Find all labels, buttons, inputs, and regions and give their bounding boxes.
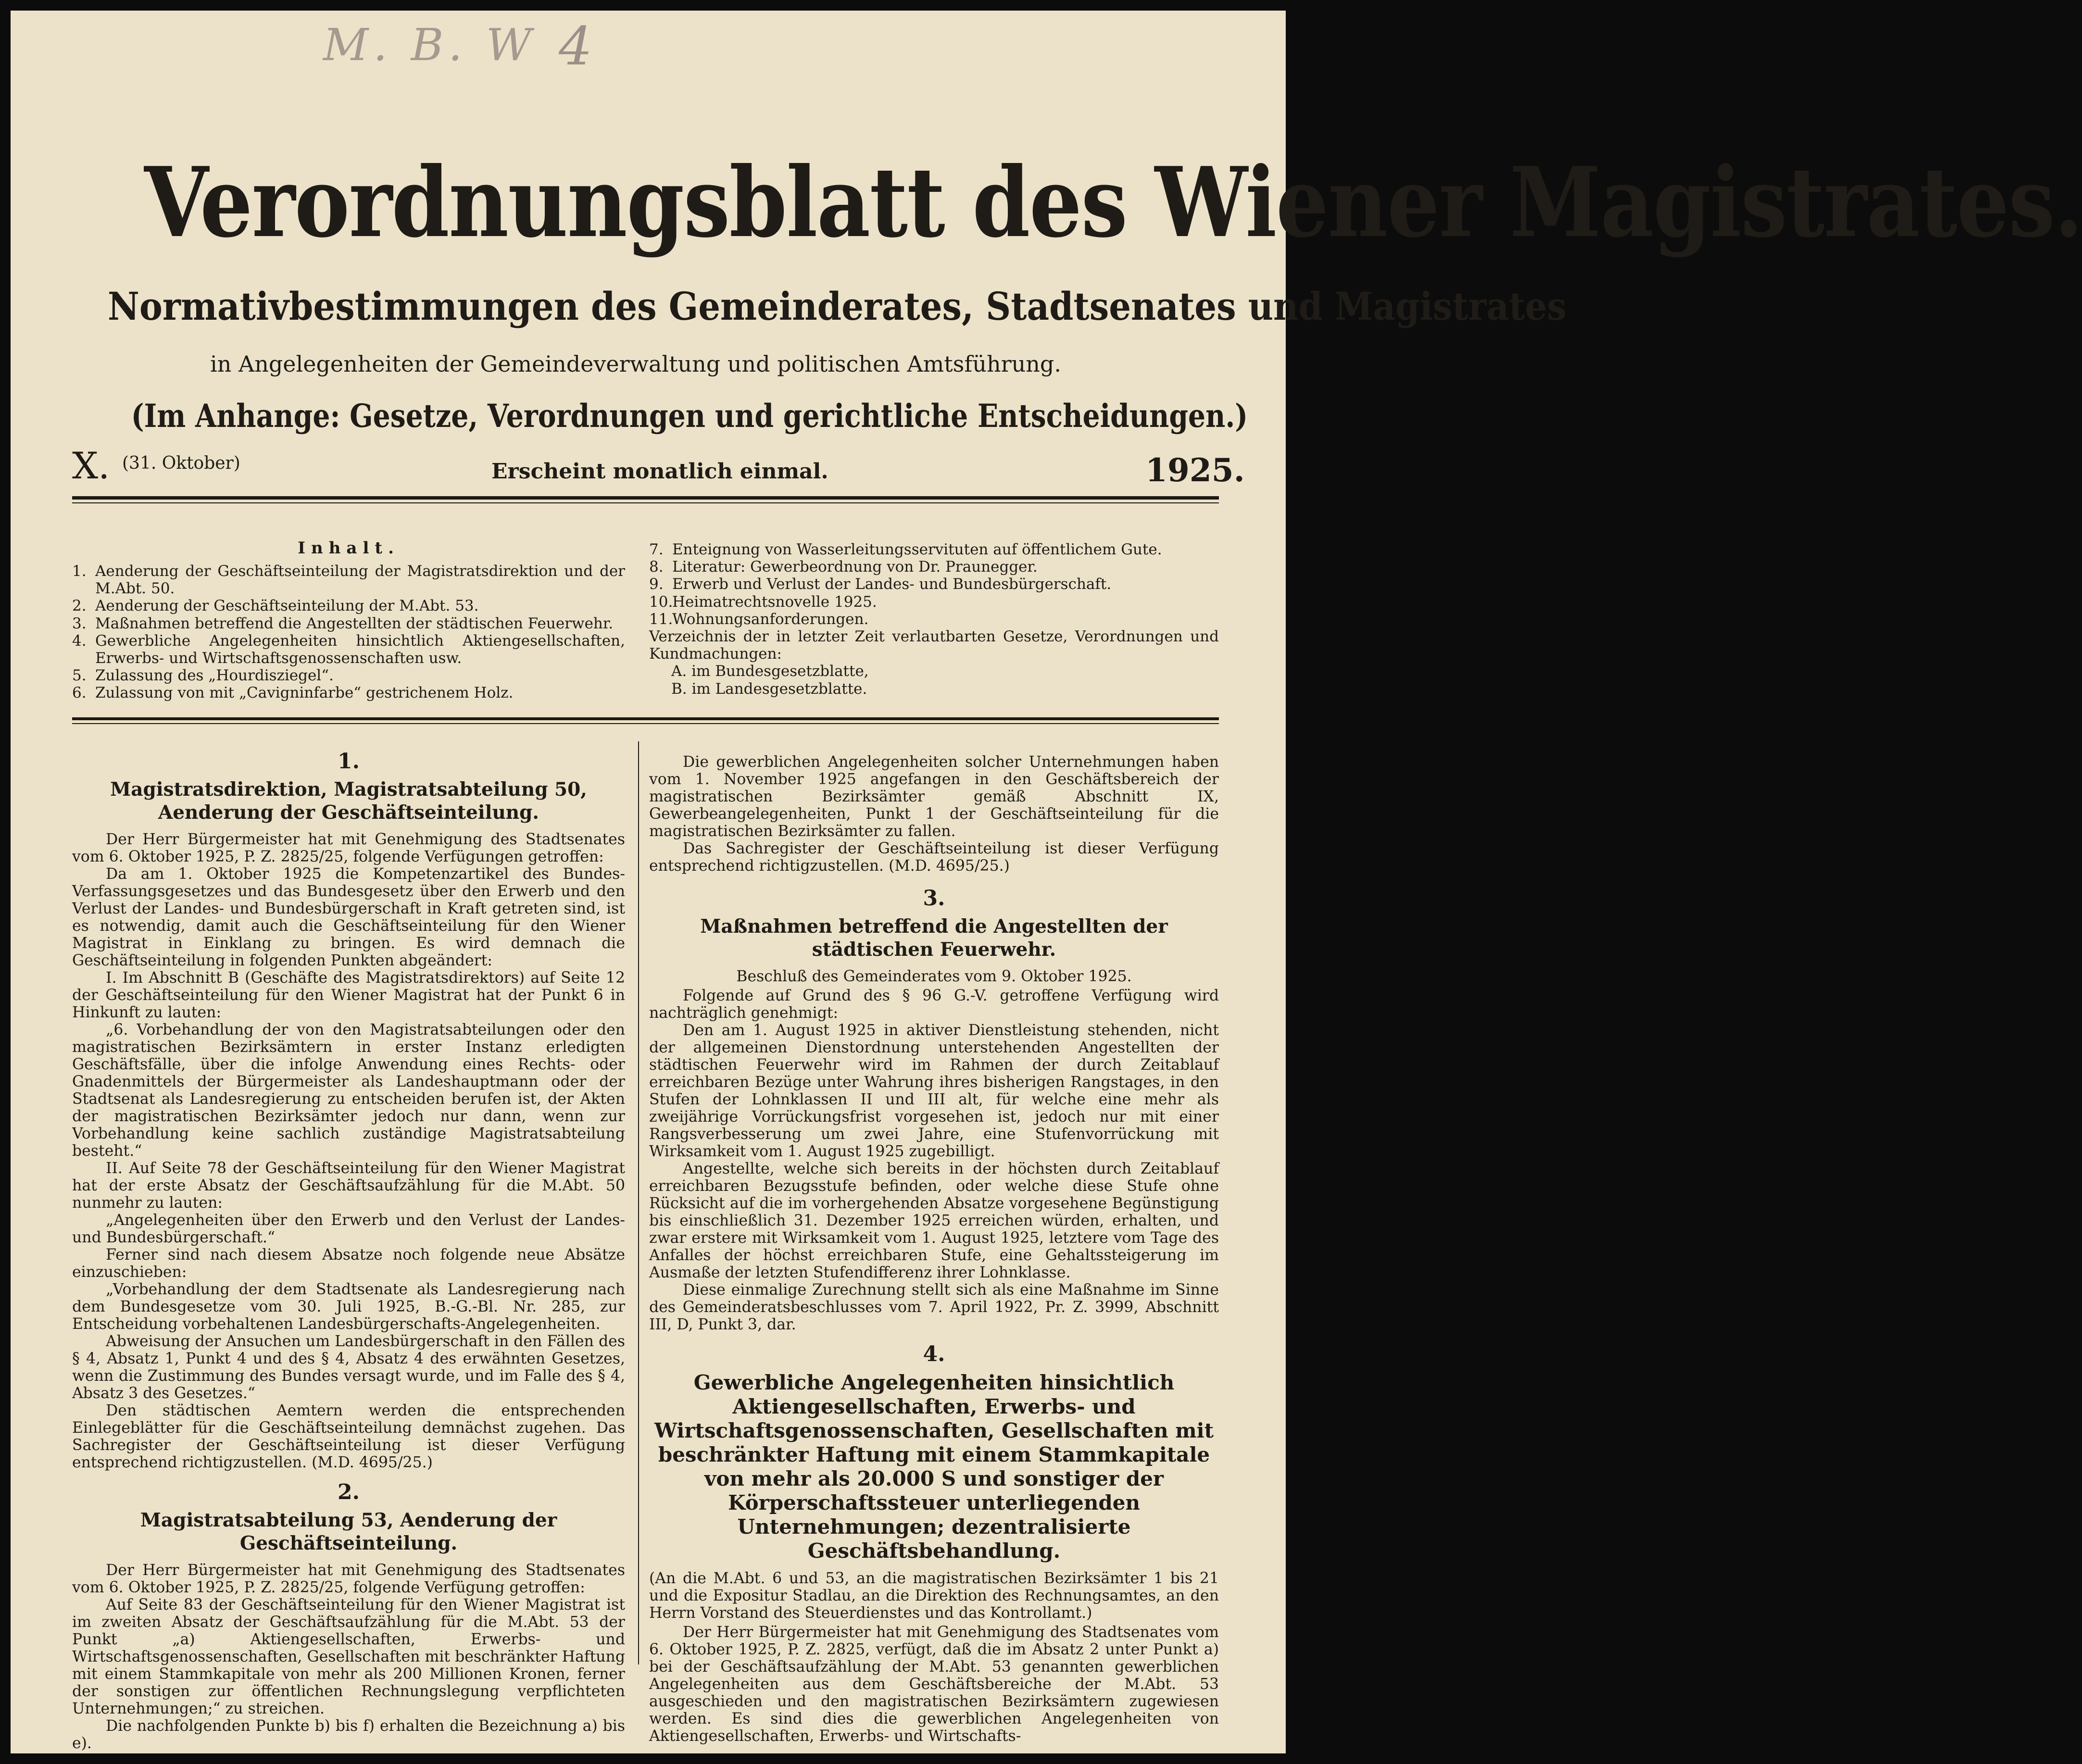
section-2-paragraph: Die gewerblichen Angelegenheiten solcher Unternehmungen haben vom 1. November 1925 angefangen in den Geschäftsbereich der magistratischen Bezirksämter gemäß Abschnitt IX, Gewerbeangelegenheiten, Punkt 1 der Geschäftseinteilung für die magistratischen Bezirksämter zu fallen. [649,753,1219,840]
section-2-heading: Magistratsabteilung 53, Aenderung der Geschäftseinteilung. [140,1509,557,1554]
contents-item [649,558,1219,575]
contents-item-num: 11. [649,610,673,628]
section-3-heading: Maßnahmen betreffend die Angestellten der städtischen Feuerwehr. [700,915,1168,961]
section-3-paragraph: Folgende auf Grund des § 96 G.-V. getroffene Verfügung wird nachträglich genehmigt: [649,987,1219,1022]
section-1-paragraph: I. Im Abschnitt B (Geschäfte des Magistratsdirektors) auf Seite 12 der Geschäftseinteilung für den Wiener Magistrat hat der Punkt 6 in Hinkunft zu lauten: [72,969,625,1021]
issue-number: X. [72,444,110,487]
contents-item-text: Enteignung von Wasserleitungsservituten auf öffentlichem Gute. [672,541,1162,558]
section-4-heading: Gewerbliche Angelegenheiten hinsichtlich Aktiengesellschaften, Erwerbs- und Wirtschaftsgenossenschaften, Gesellschaften mit beschränkter Haftung mit einem Stammkapitale von mehr als 20.000 S und sonstiger der Körperschaftssteuer unterliegenden Unternehmungen; dezentralisierte Geschäftsbehandlung. [654,1371,1214,1563]
contents-item-num: 2. [72,597,87,615]
masthead-subtitle: Normativbestimmungen des Gemeinderates, Stadtsenates und Magistrates [108,284,1567,329]
masthead-rule-thick [72,496,1219,500]
contents-item-text: Literatur: Gewerbeordnung von Dr. Praunegger. [672,558,1038,576]
contents-heading: Inhalt. [298,538,400,558]
masthead-subtitle-3: (Im Anhange: Gesetze, Verordnungen und gerichtliche Entscheidungen.) [131,397,1248,435]
section-3-number: 3. [923,886,945,911]
section-3-paragraph: Angestellte, welche sich bereits in der höchsten durch Zeitablauf erreichbaren Bezugsstufe befinden, oder welche diese Stufe ohne Rücksicht auf die im vorhergehenden Absatze vorgesehene Begünstigung bis einschließlich 31. Dezember 1925 erreichen würden, erhalten, und zwar erstere mit Wirksamkeit vom 1. August 1925, letztere vom Tage des Anfalles der höchst erreichbaren Stufe, eine Gehaltssteigerung im Ausmaße der letzten Stufendifferenz ihrer Lohnklasse. [649,1160,1219,1281]
section-2-paragraph: Auf Seite 83 der Geschäftseinteilung für den Wiener Magistrat ist im zweiten Absatz der Geschäftsaufzählung für die M.Abt. 53 der Punkt „a) Aktiengesellschaften, Erwerbs- und Wirtschaftsgenossenschaften, Gesellschaften mit beschränkter Haftung mit einem Stammkapitale von mehr als 200 Millionen Kronen, ferner der sonstigen zur öffentlichen Rechnungslegung verpflichteten Unternehmungen;“ zu streichen. [72,1596,625,1717]
contents-item-text: Heimatrechtsnovelle 1925. [672,593,877,611]
contents-item [72,597,625,614]
section-3-paragraph: Diese einmalige Zurechnung stellt sich als eine Maßnahme im Sinne des Gemeinderatsbeschlusses vom 7. April 1922, Pr. Z. 3999, Abschnitt III, D, Punkt 3, dar. [649,1281,1219,1333]
issue-frequency: Erscheint monatlich einmal. [491,459,828,484]
contents-register-a: A. im Bundesgesetzblatte, [671,663,869,680]
contents-item-text: Maßnahmen betreffend die Angestellten der städtischen Feuerwehr. [95,614,614,632]
contents-rule-thick [72,717,1219,720]
contents-item [72,667,625,684]
contents-item-num: 7. [649,541,664,558]
section-1-paragraph: II. Auf Seite 78 der Geschäftseinteilung für den Wiener Magistrat hat der erste Absatz der Geschäftsaufzählung für die M.Abt. 50 nunmehr zu lauten: [72,1160,625,1212]
section-1-paragraph: Der Herr Bürgermeister hat mit Genehmigung des Stadtsenates vom 6. Oktober 1925, P. Z. 2825/25, folgende Verfügungen getroffen: [72,831,625,865]
section-4-paragraph: Der Herr Bürgermeister hat mit Genehmigung des Stadtsenates vom 6. Oktober 1925, P. Z. 2825, verfügt, daß die im Absatz 2 unter Punkt a) bei der Geschäftsaufzählung der M.Abt. 53 genannten gewerblichen Angelegenheiten aus dem Geschäftsbereiche der M.Abt. 53 ausgeschieden und den magistratischen Bezirksämtern zugewiesen werden. Es sind dies die gewerblichen Angelegenheiten von Aktiengesellschaften, Erwerbs- und Wirtschafts- [649,1624,1219,1745]
section-3-paragraph: Den am 1. August 1925 in aktiver Dienstleistung stehenden, nicht der allgemeinen Dienstordnung unterstehenden Angestellten der städtischen Feuerwehr wird im Rahmen der durch Zeitablauf erreichbaren Bezüge unter Wahrung ihres bisherigen Rangstages, in den Stufen der Lohnklassen II und III alt, für welche eine mehr als zweijährige Vorrückungsfrist vorgesehen ist, jedoch nur mit einer Rangsverbesserung um zwei Jahre, eine Stufenvorrückung mit Wirksamkeit vom 1. August 1925 zugebilligt. [649,1022,1219,1160]
contents-left [72,563,625,702]
contents-item-text: Zulassung des „Hourdisziegel“. [95,667,334,685]
section-4-number: 4. [923,1342,945,1366]
contents-rule-thin [72,723,1219,724]
section-1-quote: „Vorbehandlung der dem Stadtsenate als Landesregierung nach dem Bundesgesetze vom 30. Juli 1925, B.-G.-Bl. Nr. 285, zur Entscheidung vorbehaltenen Landesbürgerschafts-Angelegenheiten. [72,1281,625,1333]
section-2-paragraph: Das Sachregister der Geschäftseinteilung ist dieser Verfügung entsprechend richtigzustellen. (M.D. 4695/25.) [649,840,1219,875]
contents-item [72,615,625,632]
contents-item [72,563,625,597]
masthead-title: Verordnungsblatt des Wiener Magistrates. [144,146,2082,259]
contents-item-text: Gewerbliche Angelegenheiten hinsichtlich Aktiengesellschaften, Erwerbs- und Wirtschaftsgenossenschaften usw. [95,632,625,667]
section-2-number: 2. [338,1480,360,1504]
section-1-paragraph: Da am 1. Oktober 1925 die Kompetenzartikel des Bundes-Verfassungsgesetzes und das Bundesgesetz über den Erwerb und den Verlust der Landes- und Bundesbürgerschaft in Kraft getreten sind, ist es notwendig, damit auch die Geschäftseinteilung für den Wiener Magistrat in Einklang zu bringen. Es wird demnach die Geschäftseinteilung in folgenden Punkten abgeändert: [72,865,625,969]
right-column [649,753,1219,1745]
contents-item-text: Erwerb und Verlust der Landes- und Bundesbürgerschaft. [672,575,1112,593]
contents-item [649,541,1219,558]
section-1-paragraph: Ferner sind nach diesem Absatze noch folgende neue Absätze einzuschieben: [72,1246,625,1281]
contents-item [649,611,1219,628]
contents-item [649,575,1219,593]
contents-item-num: 9. [649,575,664,593]
newspaper-page [11,11,2082,1753]
section-1-number: 1. [338,749,360,774]
contents-register-b: B. im Landesgesetzblatte. [671,680,867,698]
section-1-quote: „6. Vorbehandlung der von den Magistratsabteilungen oder den magistratischen Bezirksämtern in erster Instanz erledigten Geschäftsfälle, über die infolge Anwendung eines Rechts- oder Gnadenmittels der Bürgermeister als Landeshauptmann oder der Stadtsenat als Landesregierung zu entscheiden berufen ist, der Akten der magistratischen Bezirksämter jedoch nur dann, wenn zur Vorbehandlung keine sachlich zuständige Magistratsabteilung besteht.“ [72,1021,625,1160]
section-2-paragraph: Die nachfolgenden Punkte b) bis f) erhalten die Bezeichnung a) bis e). [72,1717,625,1752]
contents-item-num: 3. [72,614,87,632]
contents-item-num: 1. [72,563,87,580]
contents-item [72,632,625,667]
column-divider [638,741,639,1664]
section-1-paragraph: Abweisung der Ansuchen um Landesbürgerschaft in den Fällen des § 4, Absatz 1, Punkt 4 und des § 4, Absatz 4 des erwähnten Gesetzes, wenn die Zustimmung des Bundes versagt wurde, und im Falle des § 4, Absatz 3 des Gesetzes.“ [72,1333,625,1402]
section-4-addressees: (An die M.Abt. 6 und 53, an die magistratischen Bezirksämter 1 bis 21 und die Expositur Stadlau, an die Direktion des Rechnungsamtes, an den Herrn Vorstand des Steuerdienstes und das Kontrollamt.) [649,1570,1219,1622]
contents-item [649,593,1219,611]
section-1-quote: „Angelegenheiten über den Erwerb und den Verlust der Landes- und Bundesbürgerschaft.“ [72,1212,625,1246]
section-1-heading: Magistratsdirektion, Magistratsabteilung 50, Aenderung der Geschäftseinteilung. [110,778,587,824]
contents-item-text: Aenderung der Geschäftseinteilung der M.Abt. 53. [95,597,479,615]
contents-item-num: 8. [649,558,664,576]
contents-item-num: 10. [649,593,673,611]
issue-year: 1925. [1145,451,1245,489]
contents-item-num: 5. [72,667,87,685]
handwritten-number: 4 [559,15,592,77]
contents-item-text: Zulassung von mit „Cavigninfarbe“ gestrichenem Holz. [95,684,514,702]
contents-register: Verzeichnis der in letzter Zeit verlautbarten Gesetze, Verordnungen und Kundmachungen: [649,628,1219,663]
contents-item [72,684,625,701]
left-column [72,746,625,1752]
masthead-rule-thin [72,502,1219,503]
contents-item-text: Wohnungsanforderungen. [672,610,869,628]
handwritten-note: M. B. W [323,19,537,71]
contents-item-num: 4. [72,632,87,650]
contents-item-text: Aenderung der Geschäftseinteilung der Magistratsdirektion und der M.Abt. 50. [95,563,625,598]
section-2-paragraph: Der Herr Bürgermeister hat mit Genehmigung des Stadtsenates vom 6. Oktober 1925, P. Z. 2825/25, folgende Verfügung getroffen: [72,1562,625,1596]
masthead-subtitle-2: in Angelegenheiten der Gemeindeverwaltung und politischen Amtsführung. [210,351,1061,377]
section-3-decision: Beschluß des Gemeinderates vom 9. Oktober 1925. [736,968,1132,985]
section-1-paragraph: Den städtischen Aemtern werden die entsprechenden Einlegeblätter für die Geschäftseinteilung demnächst zugehen. Das Sachregister der Geschäftseinteilung ist dieser Verfügung entsprechend richtigzustellen. (M.D. 4695/25.) [72,1402,625,1471]
contents-right [649,541,1219,698]
contents-item-num: 6. [72,684,87,702]
issue-date: (31. Oktober) [122,453,240,473]
